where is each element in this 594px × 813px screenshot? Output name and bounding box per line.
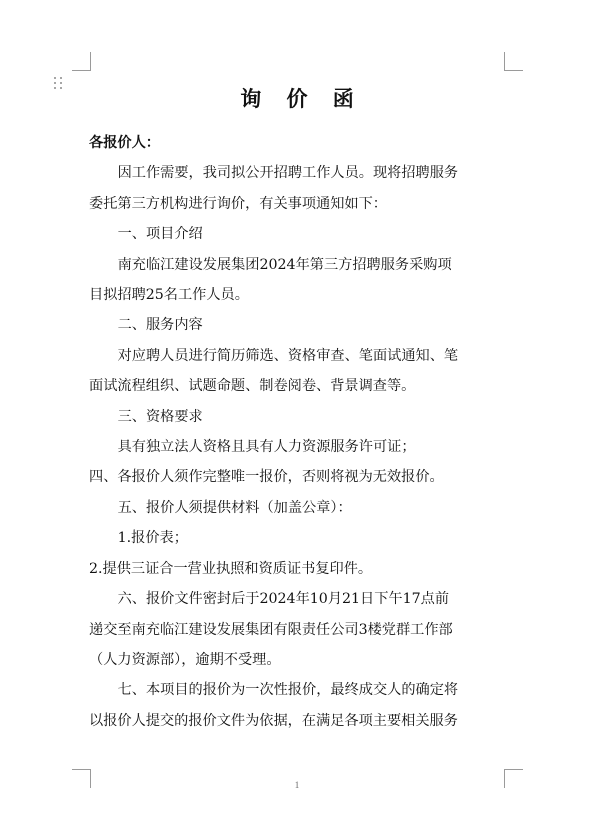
body-line: 七、本项目的报价为一次性报价，最终成交人的确定将	[117, 682, 459, 699]
salutation: 各报价人：	[89, 135, 160, 151]
body-line: 具有独立法人资格且具有人力资源服务许可证；	[117, 439, 416, 456]
body-line: 南充临江建设发展集团2024年第三方招聘服务采购项	[117, 256, 452, 273]
body-line: 递交至南充临江建设发展集团有限责任公司3楼党群工作部	[89, 621, 453, 638]
page-number: 1	[294, 780, 300, 790]
body-line: （人力资源部），逾期不受理。	[89, 651, 281, 668]
document-body	[89, 128, 507, 736]
body-line: 二、服务内容	[117, 317, 203, 334]
margin-corner-top-left	[72, 52, 91, 71]
body-line: 以报价人提交的报价文件为依据，在满足各项主要相关服务	[89, 712, 458, 729]
body-line: 三、资格要求	[117, 408, 203, 425]
body-line: 目拟招聘25名工作人员。	[89, 287, 249, 304]
body-line: 1.报价表；	[117, 530, 188, 547]
document-title: 询 价 函	[240, 86, 363, 112]
margin-corner-top-right	[504, 52, 523, 71]
body-line: 对应聘人员进行简历筛选、资格审查、笔面试通知、笔	[117, 347, 459, 364]
body-line: 面试流程组织、试题命题、制卷阅卷、背景调查等。	[89, 378, 416, 395]
body-line: 六、报价文件密封后于2024年10月21日下午17点前	[117, 591, 450, 608]
body-line: 2.提供三证合一营业执照和资质证书复印件。	[89, 560, 373, 577]
body-line: 因工作需要，我司拟公开招聘工作人员。现将招聘服务	[117, 165, 459, 182]
body-line: 四、各报价人须作完整唯一报价，否则将视为无效报价。	[89, 469, 444, 486]
body-line: 一、项目介绍	[117, 226, 203, 243]
body-line: 五、报价人须提供材料（加盖公章）：	[117, 499, 352, 516]
body-line: 委托第三方机构进行询价，有关事项通知如下：	[89, 195, 387, 212]
